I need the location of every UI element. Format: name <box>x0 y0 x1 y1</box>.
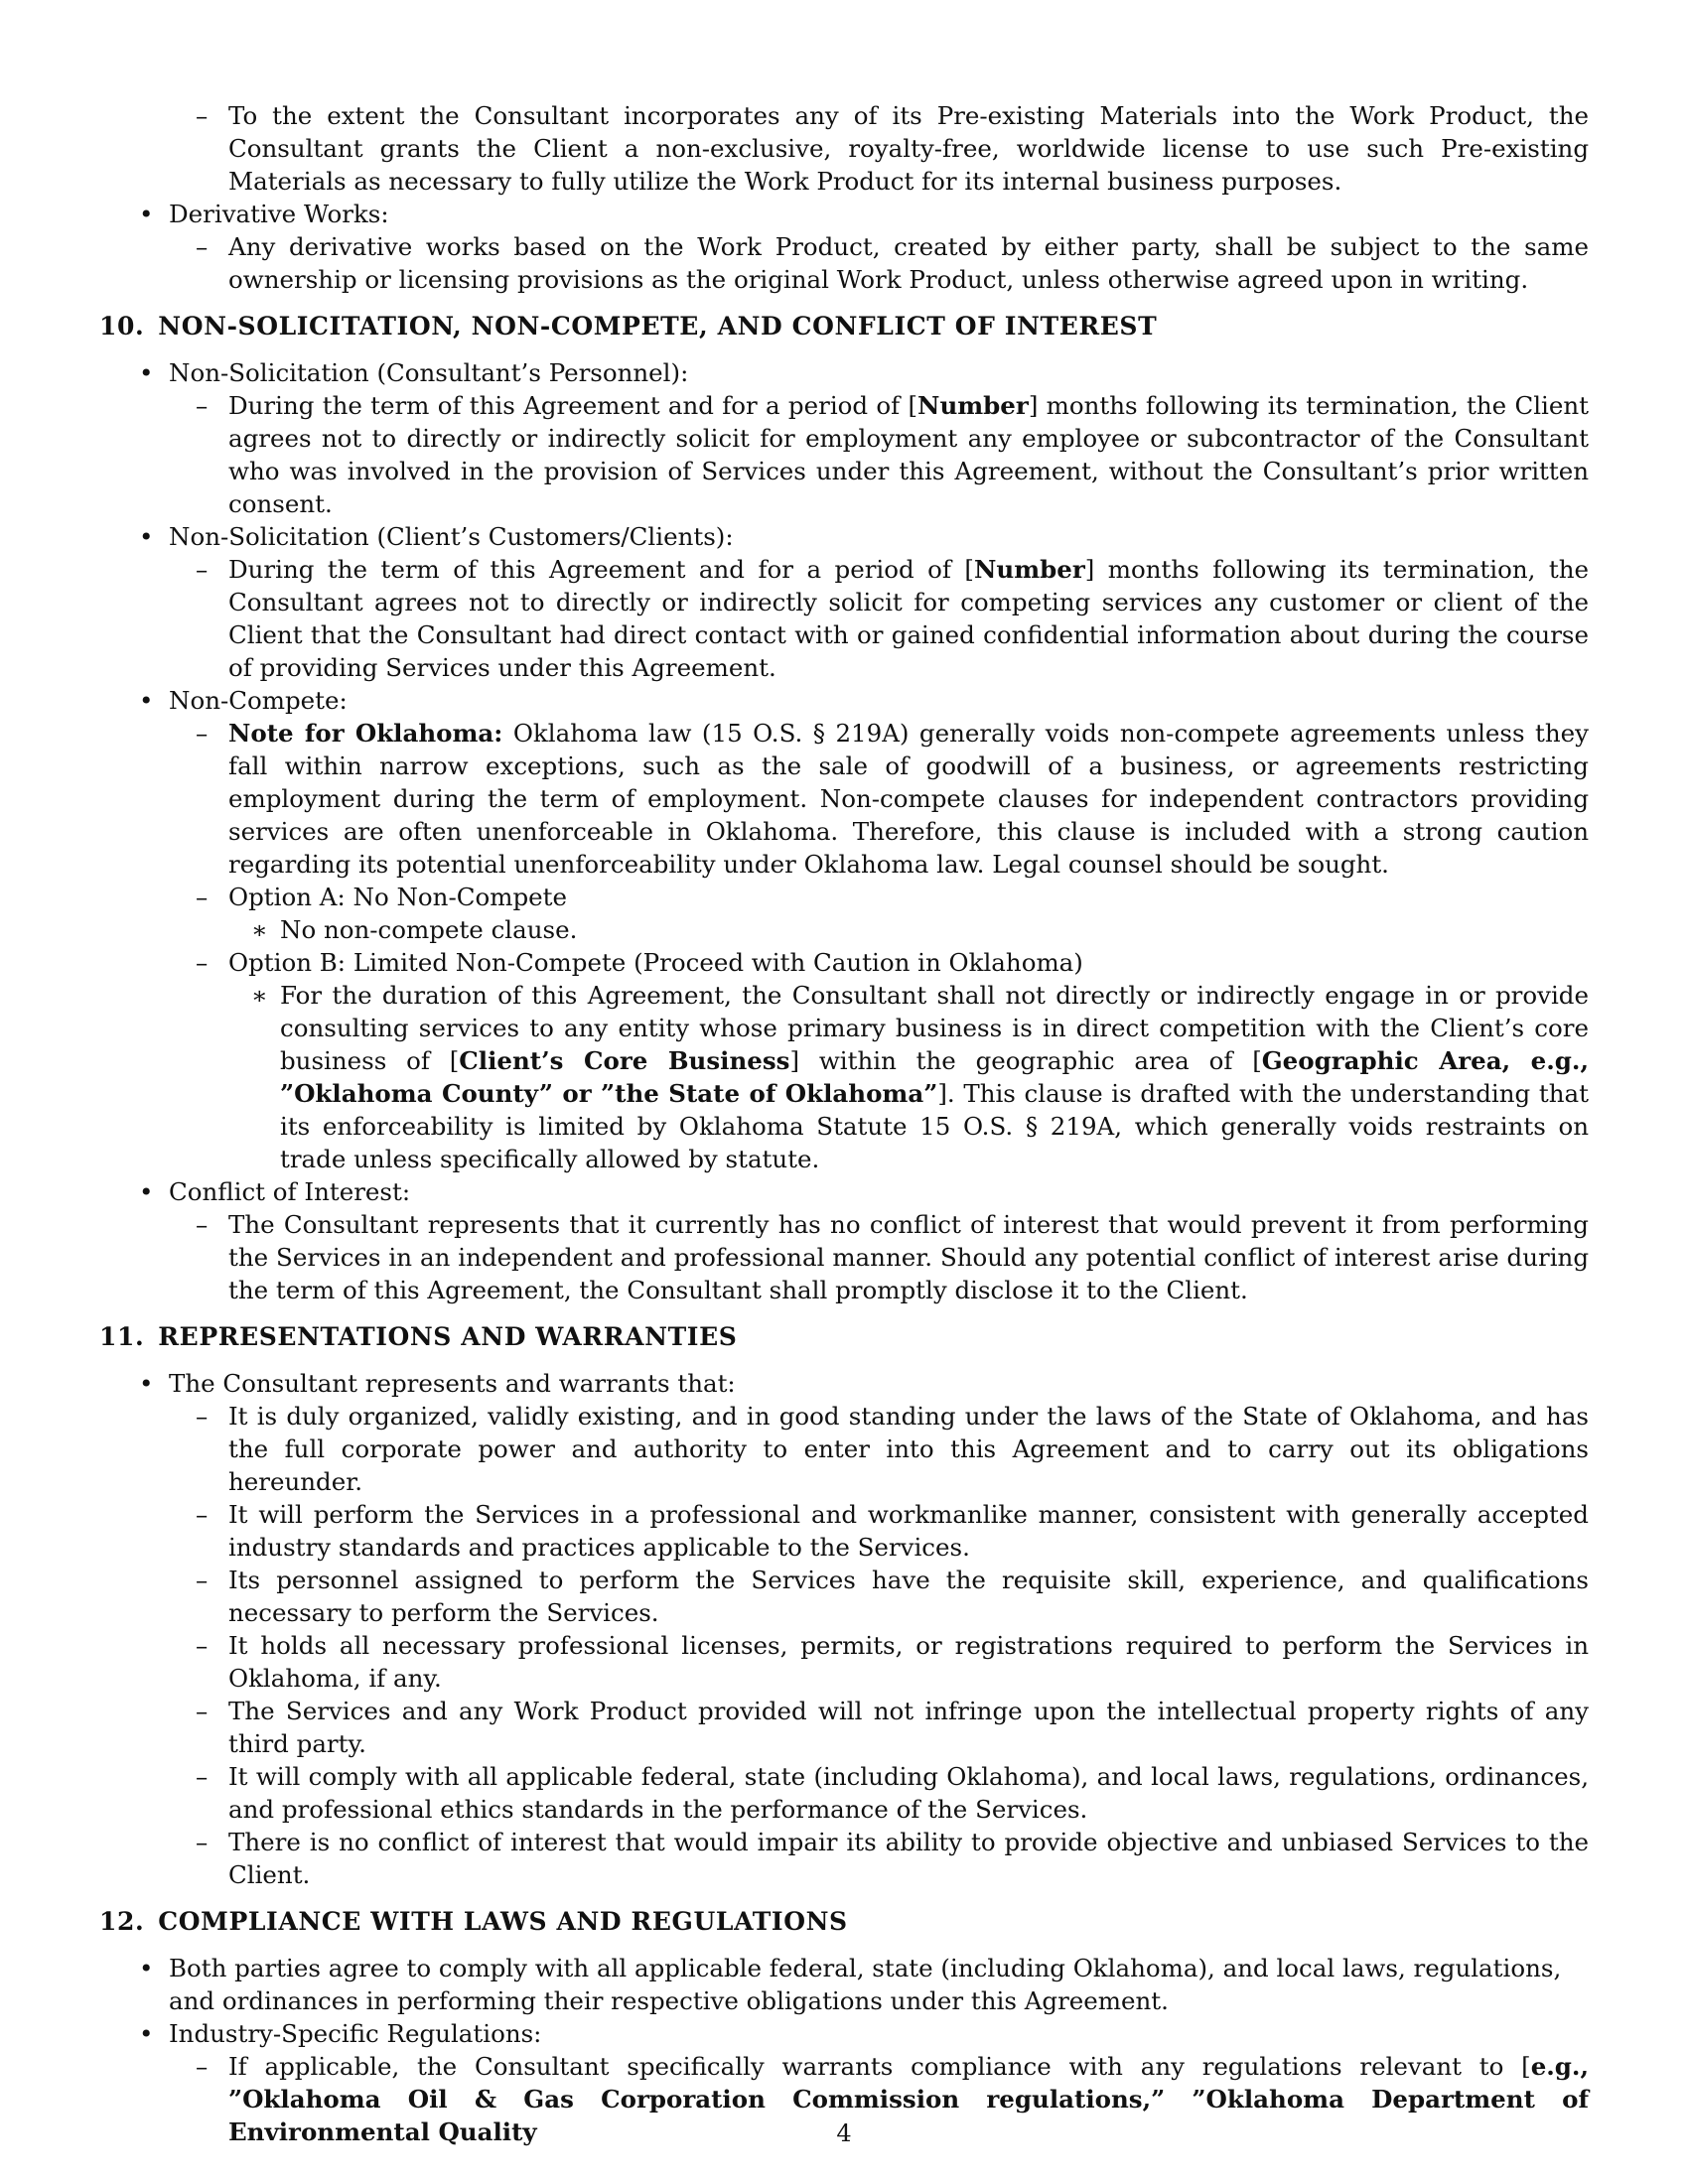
dash-marker: – <box>196 555 209 584</box>
industry-regulations-text: If applicable, the Consultant specifically warrants compliance with any regulations relevant to [ <box>228 2052 1531 2081</box>
placeholder-regulations: e.g., ”Oklahoma Oil & Gas Corporation Commission regulations,” ”Oklahoma Department of Environmental Quality <box>228 2052 1589 2146</box>
page-number: 4 <box>836 2119 852 2147</box>
non-solicitation-clients-label: Non-Solicitation (Client’s Customers/Clients): <box>169 522 734 551</box>
clause-text: During the term of this Agreement and for a period of [ <box>228 391 918 420</box>
compliance-text: Both parties agree to comply with all applicable federal, state (including Oklahoma), and local laws, regulations, and ordinances in performing their respective obligations under this Agreement. <box>169 1954 1562 2015</box>
list-item <box>99 979 1589 1175</box>
bullet-marker: • <box>139 686 154 715</box>
list-item <box>99 1760 1589 1826</box>
dash-marker: – <box>196 101 209 130</box>
dash-marker: – <box>196 1500 209 1529</box>
bullet-marker: • <box>139 1954 154 1982</box>
dash-marker: – <box>196 1210 209 1239</box>
placeholder-core-business: Client’s Core Business <box>459 1046 790 1075</box>
star-marker: ∗ <box>251 981 268 1010</box>
dash-marker: – <box>196 1631 209 1660</box>
list-item <box>99 913 1589 946</box>
list-item <box>99 553 1589 684</box>
warranty-text: It will comply with all applicable federal, state (including Oklahoma), and local laws, regulations, ordinances, and professional ethics standards in the performance of the Services. <box>228 1762 1589 1824</box>
clause-text: ] months following its termination, the Client agrees not to directly or indirectly solicit for employment any employee or subcontractor of the Consultant who was involved in the provision of Services under this Agreement, without the Consultant’s prior written consent. <box>228 391 1589 518</box>
section-title: COMPLIANCE WITH LAWS AND REGULATIONS <box>158 1907 848 1936</box>
section-number: 11. <box>99 1322 145 1351</box>
industry-regulations-label: Industry-Specific Regulations: <box>169 2019 542 2048</box>
dash-marker: – <box>196 1566 209 1594</box>
list-item <box>99 1367 1589 1400</box>
placeholder-number: Number <box>917 391 1029 420</box>
pre-existing-license-text: To the extent the Consultant incorporates any of its Pre-existing Materials into the Work Product, the Consultant grants the Client a non-exclusive, royalty-free, worldwide license to use such Pre-existing Materials as necessary to fully utilize the Work Product for its internal business purposes. <box>228 101 1589 196</box>
dash-marker: – <box>196 719 209 748</box>
dash-marker: – <box>196 1762 209 1791</box>
dash-marker: – <box>196 1402 209 1431</box>
list-item <box>99 1208 1589 1306</box>
non-compete-label: Non-Compete: <box>169 686 348 715</box>
derivative-works-text: Any derivative works based on the Work Product, created by either party, shall be subject to the same ownership or licensing provisions as the original Work Product, unless otherwise agreed upon in writing. <box>228 232 1589 294</box>
placeholder-number: Number <box>973 555 1085 584</box>
option-b-text: For the duration of this Agreement, the Consultant shall not directly or indirectly engage in or provide consulting services to any entity whose primary business is in direct competition with the Client’s core business of [ <box>280 981 1589 1075</box>
oklahoma-note-label: Note for Oklahoma: <box>228 719 503 748</box>
oklahoma-note-text: Oklahoma law (15 O.S. § 219A) generally voids non-compete agreements unless they fall within narrow exceptions, such as the sale of goodwill of a business, or agreements restricting employment during the term of employment. Non-compete clauses for independent contractors providing services are often unenforceable in Oklahoma. Therefore, this clause is included with a strong caution regarding its potential unenforceability under Oklahoma law. Legal counsel should be sought. <box>228 719 1590 879</box>
conflict-of-interest-label: Conflict of Interest: <box>169 1177 411 1206</box>
dash-marker: – <box>196 2052 209 2081</box>
option-a-label: Option A: No Non-Compete <box>228 883 567 911</box>
list-item <box>99 1498 1589 1564</box>
bullet-marker: • <box>139 2019 154 2048</box>
list-item <box>99 2017 1589 2050</box>
list-item <box>99 230 1589 296</box>
list-item <box>99 1826 1589 1891</box>
list-item <box>99 1695 1589 1760</box>
option-b-label: Option B: Limited Non-Compete (Proceed with Caution in Oklahoma) <box>228 948 1083 977</box>
warranty-text: The Services and any Work Product provided will not infringe upon the intellectual property rights of any third party. <box>228 1697 1589 1758</box>
warranties-intro: The Consultant represents and warrants that: <box>169 1369 736 1398</box>
bullet-marker: • <box>139 358 154 387</box>
placeholder-geographic-area: Geographic Area, e.g., ”Oklahoma County” or ”the State of Oklahoma” <box>280 1046 1589 1108</box>
list-item <box>99 99 1589 198</box>
dash-marker: – <box>196 883 209 911</box>
list-item <box>99 946 1589 979</box>
clause-text: ] months following its termination, the Consultant agrees not to directly or indirectly solicit for competing services any customer or client of the Client that the Consultant had direct contact with or gained confidential information about during the course of providing Services under this Agreement. <box>228 555 1589 682</box>
clause-text: During the term of this Agreement and for a period of [ <box>228 555 974 584</box>
star-marker: ∗ <box>251 915 268 944</box>
list-item <box>99 356 1589 389</box>
list-item <box>99 881 1589 913</box>
document-page <box>99 99 1589 2148</box>
non-solicitation-personnel-label: Non-Solicitation (Consultant’s Personnel): <box>169 358 689 387</box>
list-item <box>99 1952 1589 2017</box>
warranty-text: It holds all necessary professional licenses, permits, or registrations required to perform the Services in Oklahoma, if any. <box>228 1631 1589 1693</box>
list-item <box>99 1629 1589 1695</box>
section-heading-11 <box>99 1320 1589 1353</box>
option-a-text: No non-compete clause. <box>280 915 578 944</box>
section-number: 12. <box>99 1907 145 1936</box>
list-item <box>99 389 1589 520</box>
section-heading-10 <box>99 310 1589 342</box>
bullet-marker: • <box>139 200 154 228</box>
bullet-marker: • <box>139 522 154 551</box>
dash-marker: – <box>196 948 209 977</box>
dash-marker: – <box>196 391 209 420</box>
section-heading-12 <box>99 1905 1589 1938</box>
list-item <box>99 684 1589 717</box>
option-b-text: ] within the geographic area of [ <box>789 1046 1262 1075</box>
warranty-text: Its personnel assigned to perform the Services have the requisite skill, experience, and qualifications necessary to perform the Services. <box>228 1566 1589 1627</box>
warranty-text: There is no conflict of interest that would impair its ability to provide objective and unbiased Services to the Client. <box>228 1828 1589 1889</box>
list-item <box>99 1175 1589 1208</box>
option-b-text: ]. This clause is drafted with the understanding that its enforceability is limited by Oklahoma Statute 15 O.S. § 219A, which generally voids restraints on trade unless specifically allowed by statute. <box>280 1079 1589 1173</box>
warranty-text: It is duly organized, validly existing, and in good standing under the laws of the State of Oklahoma, and has the full corporate power and authority to enter into this Agreement and to carry out its obligations hereunder. <box>228 1402 1589 1496</box>
section-title: REPRESENTATIONS AND WARRANTIES <box>158 1322 738 1351</box>
list-item <box>99 717 1589 881</box>
dash-marker: – <box>196 1828 209 1856</box>
dash-marker: – <box>196 1697 209 1725</box>
derivative-works-label: Derivative Works: <box>169 200 389 228</box>
warranty-text: It will perform the Services in a professional and workmanlike manner, consistent with generally accepted industry standards and practices applicable to the Services. <box>228 1500 1589 1562</box>
section-title: NON-SOLICITATION, NON-COMPETE, AND CONFLICT OF INTEREST <box>158 312 1158 341</box>
bullet-marker: • <box>139 1369 154 1398</box>
conflict-of-interest-text: The Consultant represents that it currently has no conflict of interest that would prevent it from performing the Services in an independent and professional manner. Should any potential conflict of interest arise during the term of this Agreement, the Consultant shall promptly disclose it to the Client. <box>228 1210 1589 1304</box>
section-number: 10. <box>99 312 145 341</box>
list-item <box>99 520 1589 553</box>
list-item <box>99 198 1589 230</box>
dash-marker: – <box>196 232 209 261</box>
bullet-marker: • <box>139 1177 154 1206</box>
list-item <box>99 1564 1589 1629</box>
list-item <box>99 1400 1589 1498</box>
